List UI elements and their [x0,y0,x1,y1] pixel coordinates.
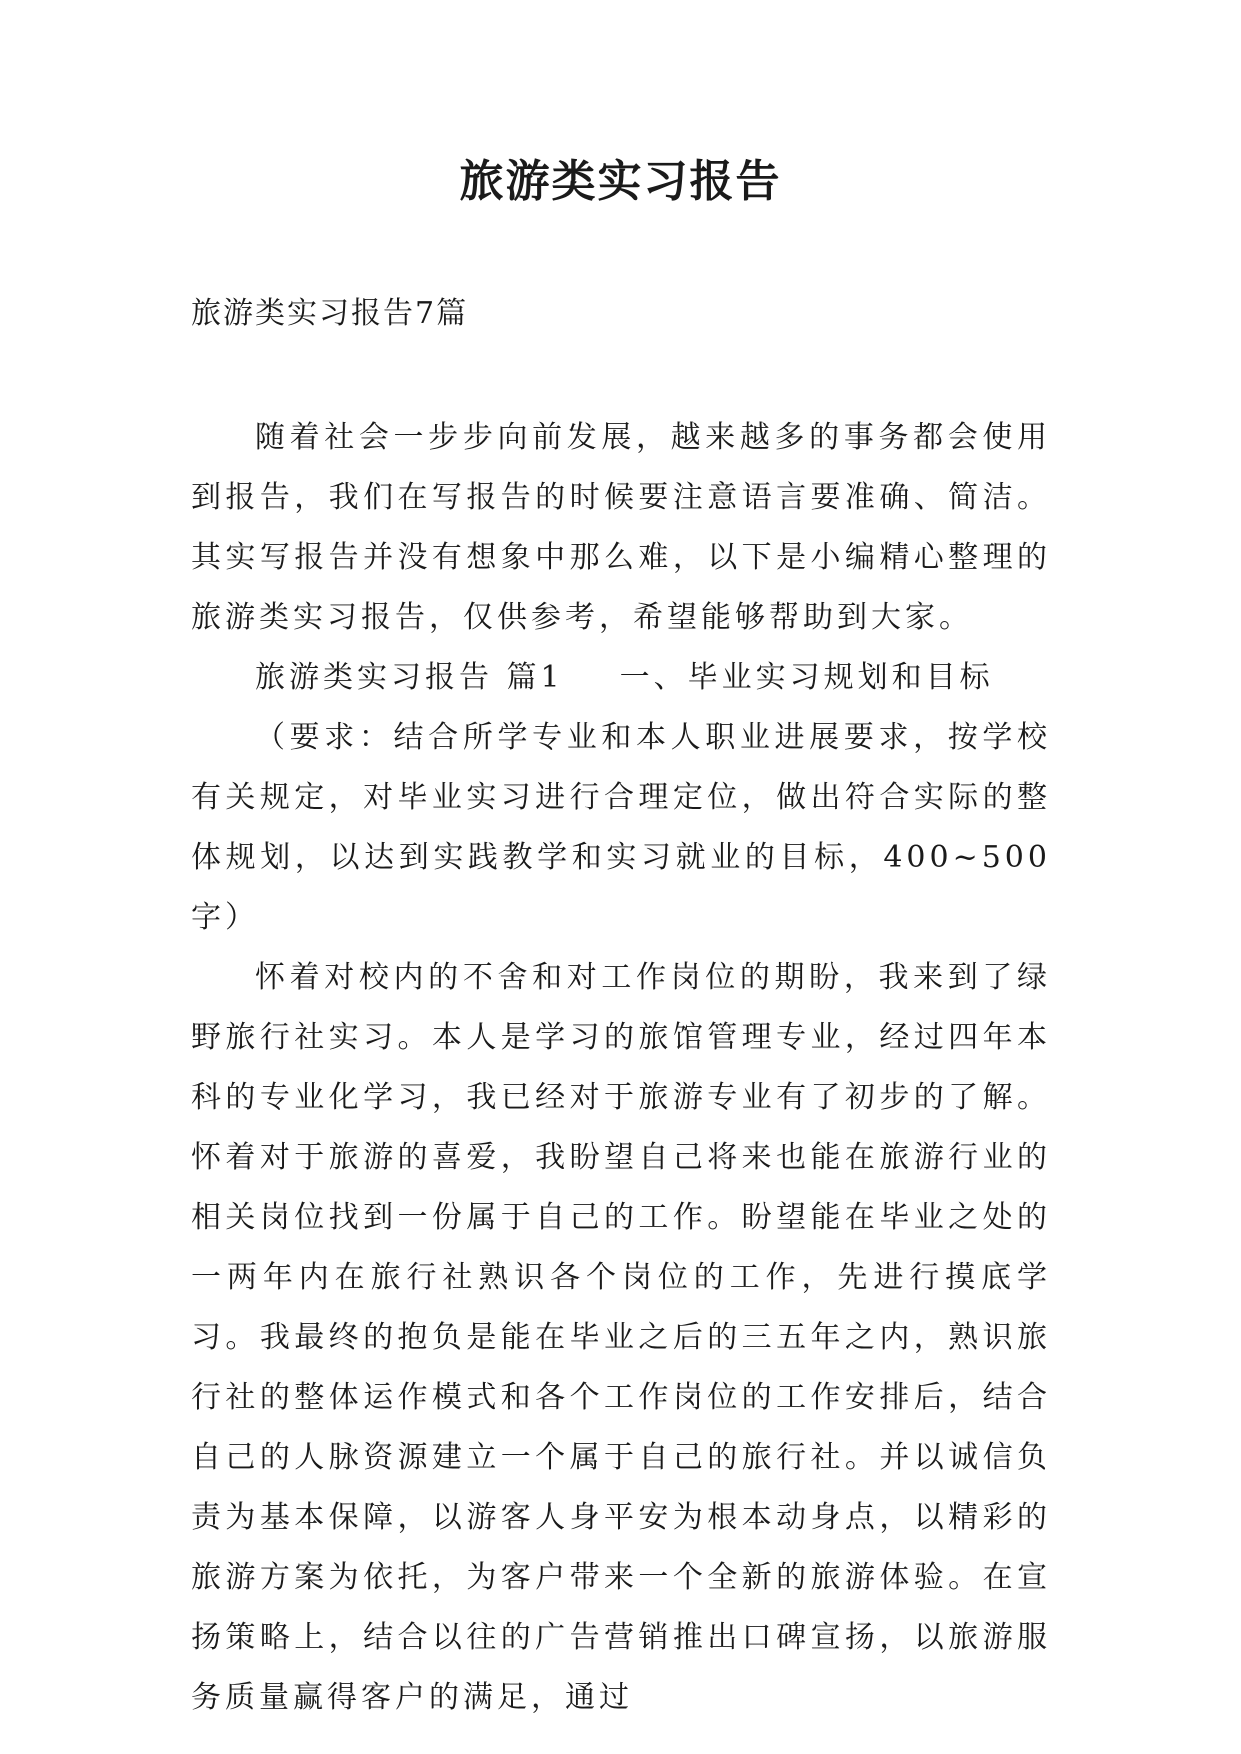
document-body [191,408,1051,1728]
section-heading-row [191,648,1051,708]
document-title: 旅游类实习报告 [459,156,782,207]
section-heading: 一、毕业实习规划和目标 [619,660,994,695]
document-subtitle: 旅游类实习报告7篇 [191,296,469,331]
body-paragraph: 怀着对校内的不舍和对工作岗位的期盼，我来到了绿野旅行社实习。本人是学习的旅馆管理专业，经过四年本科的专业化学习，我已经对于旅游专业有了初步的了解。怀着对于旅游的喜爱，我盼望自己将来也能在旅游行业的相关岗位找到一份属于自己的工作。盼望能在毕业之处的一两年内在旅行社熟识各个岗位的工作，先进行摸底学习。我最终的抱负是能在毕业之后的三五年之内，熟识旅行社的整体运作模式和各个工作岗位的工作安排后，结合自己的人脉资源建立一个属于自己的旅行社。并以诚信负责为基本保障，以游客人身平安为根本动身点，以精彩的旅游方案为依托，为客户带来一个全新的旅游体验。在宣扬策略上，结合以往的广告营销推出口碑宣扬，以旅游服务质量赢得客户的满足，通过 [191,960,1051,1715]
intro-paragraph: 随着社会一步步向前发展，越来越多的事务都会使用到报告，我们在写报告的时候要注意语言要准确、简洁。其实写报告并没有想象中那么难，以下是小编精心整理的旅游类实习报告，仅供参考，希望能够帮助到大家。 [191,420,1051,635]
requirement-paragraph: （要求：结合所学专业和本人职业进展要求，按学校有关规定，对毕业实习进行合理定位，做出符合实际的整体规划，以达到实践教学和实习就业的目标，400~500字） [191,720,1051,935]
section-label: 旅游类实习报告 篇1 [255,660,564,695]
